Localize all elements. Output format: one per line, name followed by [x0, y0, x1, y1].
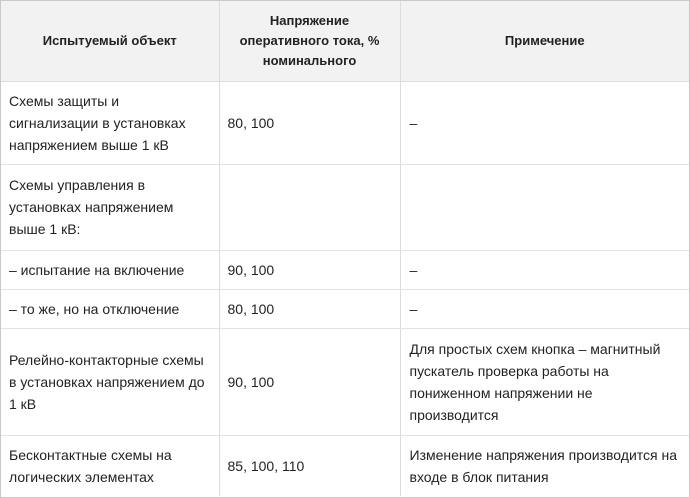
cell-voltage: 80, 100: [219, 81, 400, 164]
cell-note: –: [400, 289, 689, 328]
table-row: [1, 81, 689, 164]
cell-object: Схемы управления в установках напряжением выше 1 кВ:: [1, 164, 219, 250]
table-header-row: [1, 1, 689, 81]
header-voltage: Напряжение оперативного тока, % номинального: [219, 1, 400, 81]
cell-note: [400, 164, 689, 250]
header-note: Примечение: [400, 1, 689, 81]
table-row: [1, 328, 689, 435]
table-row: [1, 435, 689, 496]
cell-object: – испытание на включение: [1, 250, 219, 289]
cell-object: – то же, но на отключение: [1, 289, 219, 328]
cell-note: –: [400, 250, 689, 289]
table-row: [1, 289, 689, 328]
cell-object: Схемы защиты и сигнализации в установках напряжением выше 1 кВ: [1, 81, 219, 164]
table-row: [1, 250, 689, 289]
cell-voltage: 90, 100: [219, 328, 400, 435]
cell-note: Изменение напряжения производится на входе в блок питания: [409, 446, 678, 485]
cell-object: Бесконтактные схемы на логических элементах: [1, 435, 219, 496]
cell-voltage: 85, 100, 110: [219, 435, 400, 496]
cell-note: Для простых схем кнопка – магнитный пускатель проверка работы на пониженном напряжении не производится: [400, 328, 689, 435]
cell-object: Релейно-контакторные схемы в установках напряжением до 1 кВ: [1, 328, 219, 435]
data-table: [1, 1, 689, 496]
cell-voltage: [219, 164, 400, 250]
cell-voltage: 90, 100: [219, 250, 400, 289]
header-object: Испытуемый объект: [1, 1, 219, 81]
cell-voltage: 80, 100: [219, 289, 400, 328]
cell-note: –: [400, 81, 689, 164]
table-row: [1, 164, 689, 250]
